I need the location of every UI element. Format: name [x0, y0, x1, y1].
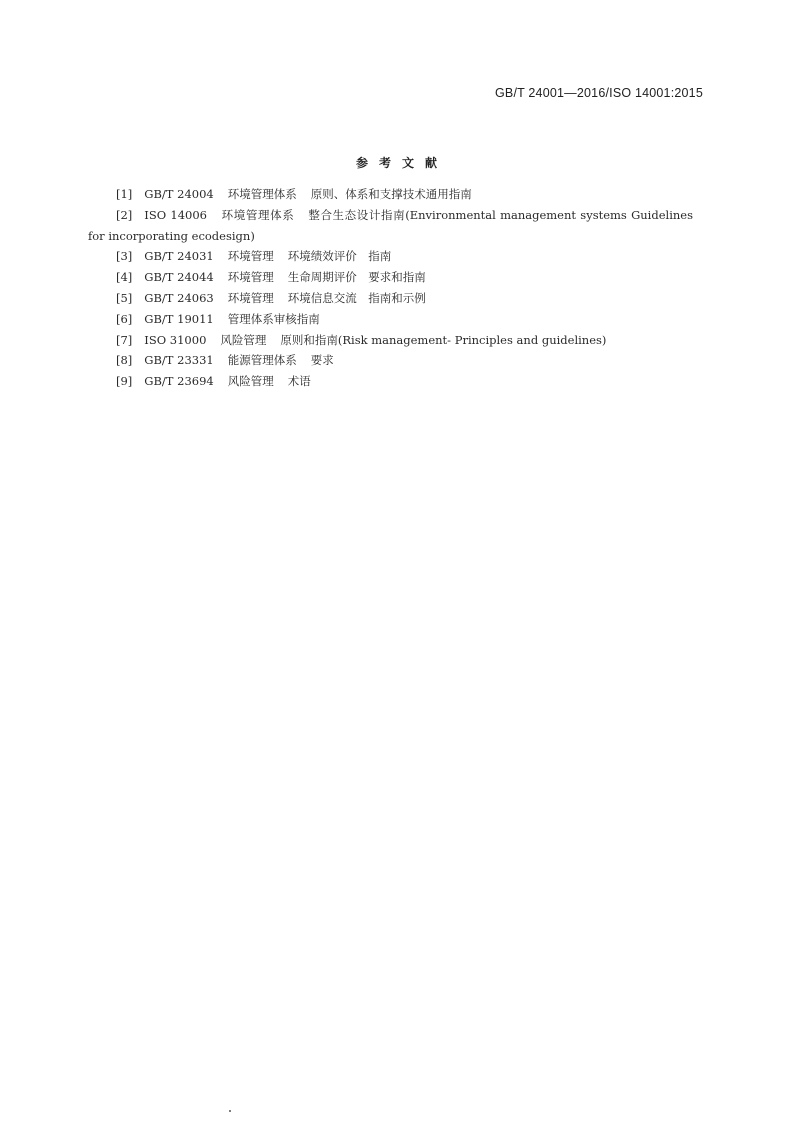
reference-list	[88, 184, 693, 392]
reference-number: [7]	[116, 332, 133, 347]
reference-item	[88, 267, 693, 288]
reference-title: 生命周期评价 要求和指南	[287, 270, 426, 285]
reference-item	[88, 371, 693, 392]
reference-code: ISO 31000	[144, 332, 207, 347]
reference-item	[88, 309, 693, 330]
page-footer-mark	[229, 1110, 231, 1112]
reference-category: 能源管理体系	[227, 353, 297, 368]
reference-category: 环境管理	[227, 270, 274, 285]
reference-number: [2]	[116, 207, 133, 222]
reference-number: [3]	[116, 249, 133, 264]
reference-category: 环境管理	[227, 290, 274, 305]
reference-title: 环境绩效评价 指南	[287, 249, 392, 264]
reference-number: [1]	[116, 187, 133, 201]
reference-item	[88, 205, 693, 247]
reference-title: 术语	[287, 374, 311, 389]
reference-category: 管理体系审核指南	[227, 311, 320, 326]
reference-category: 环境管理	[227, 249, 274, 264]
reference-item	[88, 184, 693, 205]
standard-code-header: GB/T 24001—2016/ISO 14001:2015	[494, 86, 703, 100]
reference-code: GB/T 24031	[144, 249, 214, 264]
section-title: 参考文献	[355, 156, 448, 170]
reference-number: [9]	[116, 374, 133, 389]
reference-category: 风险管理	[227, 374, 274, 389]
reference-number: [5]	[116, 290, 133, 305]
reference-title: 整合生态设计指南(Environmental management systems Guidelines for incorporating ecodesign)	[88, 207, 694, 243]
reference-item	[88, 330, 693, 351]
reference-code: GB/T 24004	[144, 187, 214, 201]
reference-item	[88, 350, 693, 371]
reference-code: GB/T 23331	[144, 353, 214, 368]
reference-title: 环境信息交流 指南和示例	[287, 290, 426, 305]
reference-code: GB/T 19011	[144, 311, 214, 326]
reference-code: GB/T 24044	[144, 270, 214, 285]
reference-number: [4]	[116, 270, 133, 285]
reference-title: 原则和指南(Risk management- Principles and guidelines)	[280, 332, 607, 347]
reference-number: [6]	[116, 311, 133, 326]
reference-category: 风险管理	[220, 332, 267, 347]
reference-code: ISO 14006	[144, 207, 208, 222]
reference-number: [8]	[116, 353, 133, 368]
reference-item	[88, 246, 693, 267]
reference-title: 要求	[310, 353, 334, 368]
reference-category: 环境管理体系	[221, 207, 295, 222]
reference-item	[88, 288, 693, 309]
reference-code: GB/T 23694	[144, 374, 214, 389]
reference-title: 原则、体系和支撑技术通用指南	[310, 187, 472, 201]
reference-code: GB/T 24063	[144, 290, 214, 305]
reference-category: 环境管理体系	[227, 187, 297, 201]
